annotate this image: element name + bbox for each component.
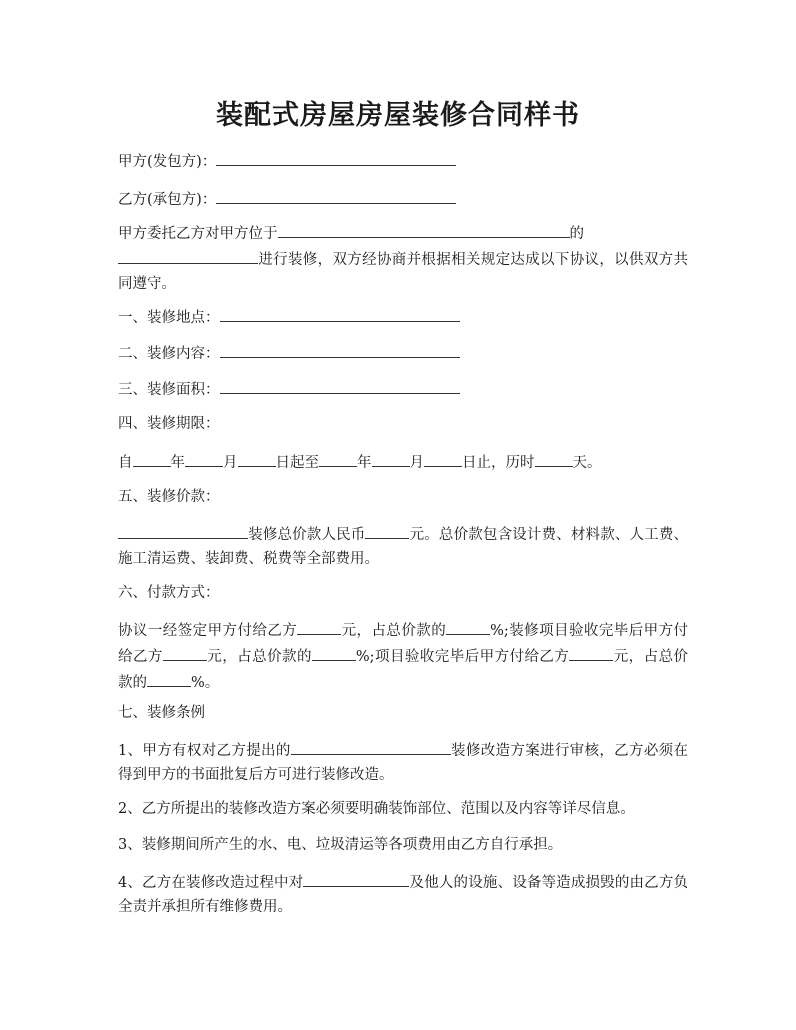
section-1-line [118,304,688,330]
start-year-blank[interactable] [133,449,171,467]
payment-text-3: %;装修项目验收完毕后甲方付给乙方 [118,623,689,665]
payment-text-2: 元，占总价款的 [341,623,447,639]
payment-text-5: %;项目验收完毕后甲方付给乙方 [355,649,570,665]
period-from: 自 [118,455,133,471]
section-2-label: 二、装修内容： [118,346,220,362]
section-1-label: 一、装修地点： [118,310,220,326]
clause-1-text-2: 装修改造方案进行审核，乙方必须在得到甲方的书面批复后方可进行装修改造。 [118,743,688,783]
party-b-label: 乙方(承包方)： [118,192,217,208]
start-day-blank[interactable] [238,449,276,467]
period-month-1: 月 [223,455,238,471]
section-3-label: 三、装修面积： [118,382,220,398]
section-6-heading: 六、付款方式： [118,585,220,601]
party-b-line [118,186,688,212]
price-text-1: 装修总价款人民币 [248,527,366,543]
period-line [118,449,688,475]
section-4-heading: 四、装修期限： [118,416,220,432]
payment-text-6: 元，占总价款的 [118,649,689,691]
payment-percent-1-blank[interactable] [446,617,490,635]
clause-1-text-1: 1、甲方有权对乙方提出的 [118,743,291,759]
intro-text-2: 的 [569,226,584,242]
party-b-blank[interactable] [216,186,456,204]
end-month-blank[interactable] [372,449,410,467]
clause-4-text-1: 4、乙方在装修改造过程中对 [118,875,304,891]
clause-4 [118,869,688,919]
intro-location-blank[interactable] [278,220,570,238]
clause-4-text-2: 及他人的设施、设备等造成损毁的由乙方负全责并承担所有维修费用。 [118,875,688,915]
payment-amount-3-blank[interactable] [569,643,613,661]
period-day-1: 日起至 [275,455,319,471]
section-3-line [118,376,688,402]
price-amount-blank[interactable] [365,521,409,539]
clause-1-blank[interactable] [291,737,451,755]
clause-4-blank[interactable] [303,869,409,887]
end-day-blank[interactable] [424,449,462,467]
location-blank[interactable] [220,304,460,322]
payment-amount-1-blank[interactable] [297,617,341,635]
period-year-1: 年 [170,455,185,471]
party-a-label: 甲方(发包方)： [118,154,217,170]
price-text-2: 元。总价款包含设计费、材料款、人工费、施工清运费、装卸费、税费等全部费用。 [118,527,689,567]
clause-2: 2、乙方所提出的装修改造方案必须要明确装饰部位、范围以及内容等详尽信息。 [118,801,635,817]
section-5-heading: 五、装修价款： [118,489,220,505]
payment-text-1: 协议一经签定甲方付给乙方 [118,623,298,639]
period-year-2: 年 [357,455,372,471]
clause-3: 3、装修期间所产生的水、电、垃圾清运等各项费用由乙方自行承担。 [118,837,563,853]
intro-property-blank[interactable] [118,246,258,264]
end-year-blank[interactable] [319,449,357,467]
party-a-blank[interactable] [216,148,456,166]
period-days: 天。 [572,455,602,471]
intro-text-3: 进行装修，双方经协商并根据相关规定达成以下协议，以供双方共同遵守。 [118,252,688,292]
period-month-2: 月 [409,455,424,471]
price-paragraph [118,521,688,571]
payment-amount-2-blank[interactable] [163,643,207,661]
payment-text-7: %。 [191,675,220,691]
content-blank[interactable] [220,340,460,358]
start-month-blank[interactable] [185,449,223,467]
price-words-blank[interactable] [118,521,248,539]
document-title: 装配式房屋房屋装修合同样书 [216,100,580,131]
party-a-line [118,148,688,174]
intro-paragraph [118,220,688,296]
section-2-line [118,340,688,366]
clause-1 [118,737,688,787]
intro-text-1: 甲方委托乙方对甲方位于 [118,226,278,242]
duration-days-blank[interactable] [535,449,573,467]
period-day-2: 日止，历时 [462,455,535,471]
section-7-heading: 七、装修条例 [118,705,205,721]
area-blank[interactable] [220,376,460,394]
payment-percent-2-blank[interactable] [312,643,356,661]
payment-paragraph [118,617,688,695]
payment-text-4: 元，占总价款的 [206,649,312,665]
payment-percent-3-blank[interactable] [147,669,191,687]
